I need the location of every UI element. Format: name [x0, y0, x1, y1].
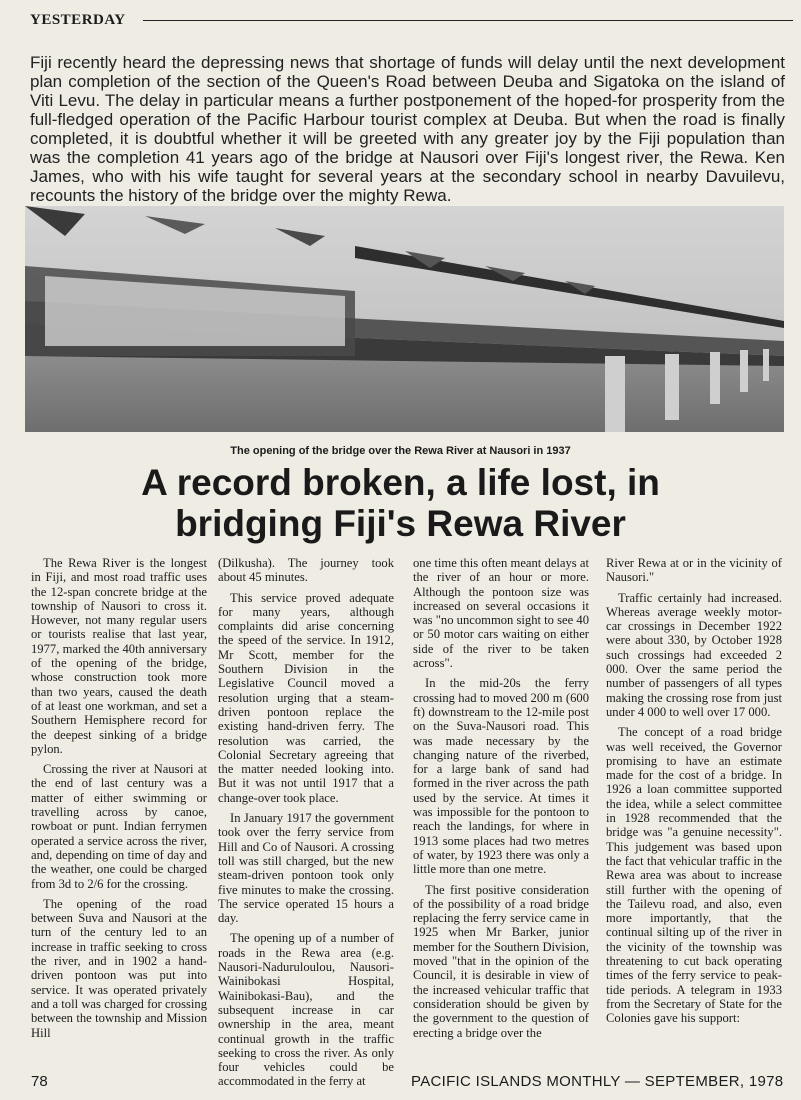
- header-rule: [143, 20, 793, 21]
- paragraph: The opening of the road between Suva and Nausori at the turn of the century led to an increase in traffic seeking to cross the river, and in 1902 a hand-driven pontoon was put into service. It was operated privately and a toll was charged for crossing between the township and Mission Hill: [31, 896, 207, 1040]
- article-column-4: [606, 556, 782, 1056]
- photo-caption: The opening of the bridge over the Rewa River at Nausori in 1937: [230, 445, 571, 457]
- headline-line-2: bridging Fiji's Rewa River: [175, 503, 626, 544]
- bridge-photo: [25, 206, 784, 432]
- paragraph: Traffic certainly had increased. Whereas average weekly motor-car crossings in December 1922 were about 330, by October 1928 such crossings had exceeded 2 000. Over the same period the number of passengers of all types making the crossing rose from just under 4 000 to well over 17 000.: [606, 590, 782, 719]
- paragraph: The Rewa River is the longest in Fiji, and most road traffic uses the 12-span concrete bridge at the township of Nausori to cross it. However, not many regular users or tourists realise that last year, 1977, marked the 40th anniversary of the opening of the bridge, whose construction took more than two years, caused the death of at least one workman, and set a Southern Hemisphere record for the deepest sinking of a bridge pylon.: [31, 556, 207, 756]
- article-column-2: [218, 556, 394, 1089]
- paragraph: The concept of a road bridge was well received, the Governor promising to have an estimate made for the cost of a bridge. In 1926 a loan committee supported the idea, while a select committee in 1928 recommended that the bridge was "a genuine necessity". This judgement was based upon the fact that vehicular traffic in the Rewa area was about to increase still further with the opening of the Tailevu road, and also, even more importantly, that the continual silting up of the river in the vicinity of the township was threatening to cut back operating times of the ferry service to peak-tide periods. A telegram in 1933 from the Secretary of State for the Colonies gave his support:: [606, 725, 782, 1026]
- article-column-1: [31, 556, 207, 1056]
- page-number: 78: [31, 1073, 48, 1090]
- paragraph: This service proved adequate for many years, although complaints did arise concerning the speed of the service. In 1912, Mr Scott, member for the Southern Division in the Legislative Council moved a resolution urging that a steam-driven pontoon replace the existing hand-driven ferry. The resolution was carried, the Colonial Secretary agreeing that the matter needed looking into. But it was not until 1917 that a change-over took place.: [218, 590, 394, 805]
- paragraph: River Rewa at or in the vicinity of Nausori.": [606, 556, 782, 585]
- paragraph: In January 1917 the government took over the ferry service from Hill and Co of Nausori. A crossing toll was still charged, but the new steam-driven pontoon took only five minutes to make the crossing. The service operated 15 hours a day.: [218, 811, 394, 926]
- paragraph: one time this often meant delays at the river of an hour or more. Although the pontoon size was increased on several occasions it was "no uncommon sight to see 40 or 50 motor cars waiting on either side of the river to be taken across".: [413, 556, 589, 671]
- publication-footer: PACIFIC ISLANDS MONTHLY — SEPTEMBER, 1978: [411, 1073, 784, 1090]
- headline-line-1: A record broken, a life lost, in: [141, 462, 660, 503]
- paragraph: In the mid-20s the ferry crossing had to moved 200 m (600 ft) downstream to the 12-mile post on the Suva-Nausori road. This was made necessary by the changing nature of the riverbed, for a large bank of sand had formed in the river across the path used by the service. At times it was impossible for the pontoon to reach the landings, for where in 1913 some places had two metres of water, by 1923 there was only a little more than one metre.: [413, 676, 589, 877]
- bridge-photo-illustration: [25, 206, 784, 432]
- intro-paragraph: Fiji recently heard the depressing news that shortage of funds will delay until the next development plan completion of the section of the Queen's Road between Deuba and Sigatoka on the island of Viti Levu. The delay in particular means a further postponement of the hoped-for prosperity from the full-fledged operation of the Pacific Harbour tourist complex at Deuba. But when the road is finally completed, it is doubtful whether it will be greeted with any greater joy by the Fiji population than was the completion 41 years ago of the bridge at Nausori over Fiji's longest river, the Rewa. Ken James, who with his wife taught for several years at the secondary school in nearby Davuilevu, recounts the history of the bridge over the mighty Rewa.: [30, 53, 785, 205]
- article-headline: [20, 462, 781, 544]
- section-label: YESTERDAY: [30, 12, 126, 28]
- paragraph: Crossing the river at Nausori at the end of last century was a matter of either swimming or travelling across by canoe, rowboat or punt. Indian ferrymen operated a service across the river, and, depending on time of day and the weather, one could be charged from 3d to 2/6 for the crossing.: [31, 762, 207, 891]
- paragraph: The opening up of a number of roads in the Rewa area (e.g. Nausori-Naduruloulou, Nausori-Wainibokasi Hospital, Wainibokasi-Bau), and the subsequent increase in car ownership in the area, meant continual growth in the traffic seeking to cross the river. As only four vehicles could be accommodated in the ferry at: [218, 931, 394, 1089]
- paragraph: (Dilkusha). The journey took about 45 minutes.: [218, 556, 394, 585]
- paragraph: The first positive consideration of the possibility of a road bridge replacing the ferry service came in 1925 when Mr Barker, junior member for the Southern Division, moved "that in the opinion of the Council, it is desirable in view of the increased vehicular traffic that consideration should be given by the government to the question of erecting a bridge over the: [413, 882, 589, 1040]
- article-column-3: [413, 556, 589, 1056]
